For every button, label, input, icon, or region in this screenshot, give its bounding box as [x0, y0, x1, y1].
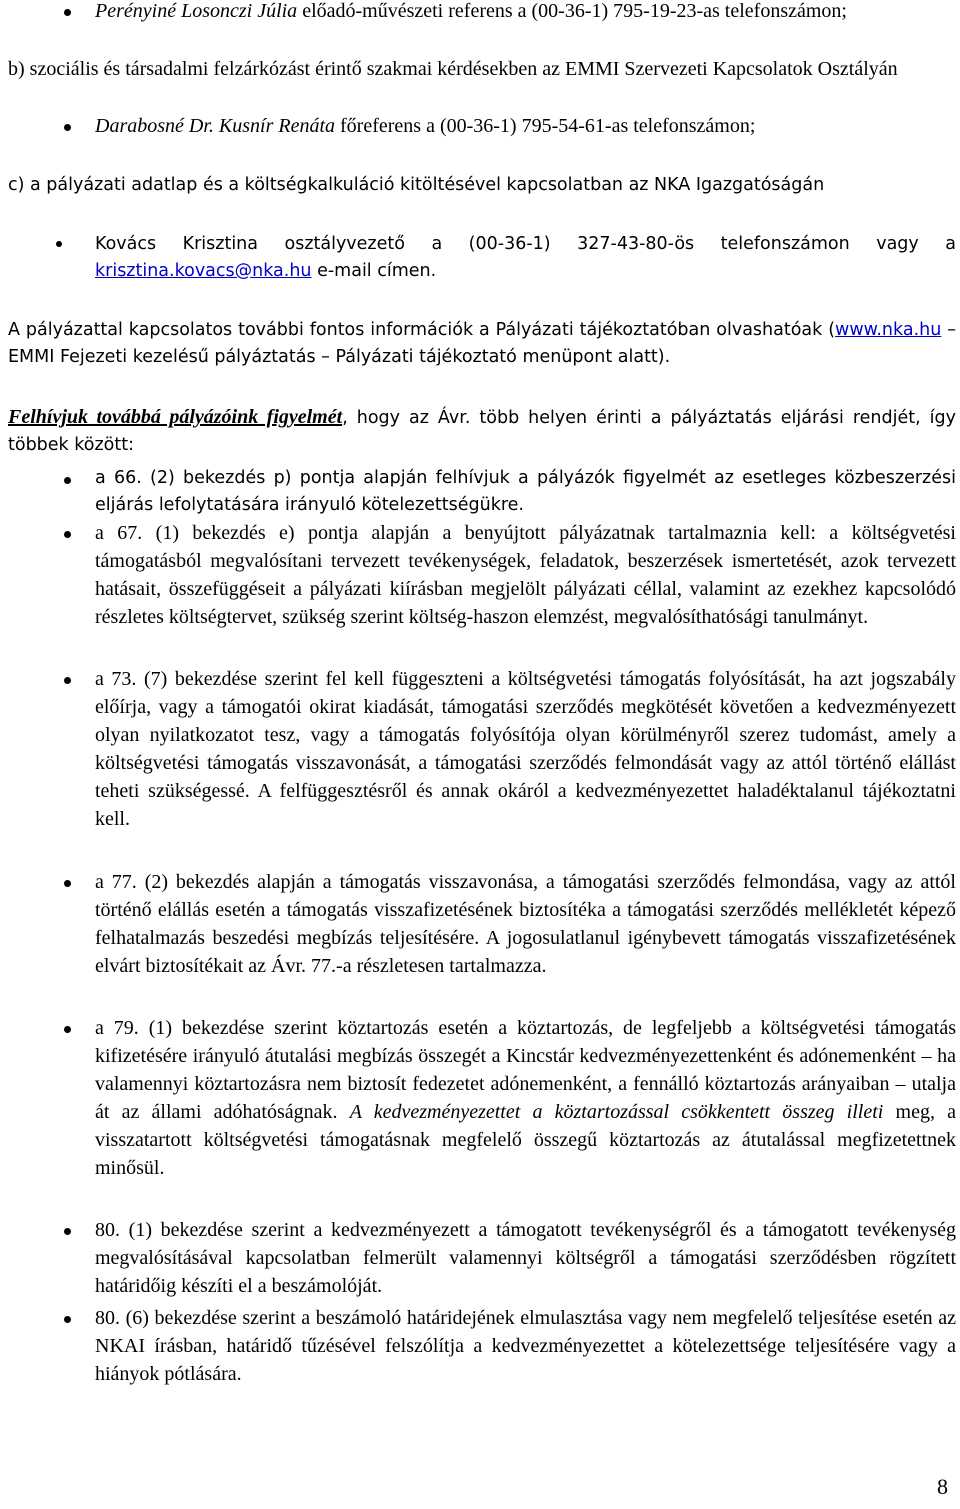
- website-link[interactable]: www.nka.hu: [835, 320, 942, 340]
- rule-text: a 66. (2) bekezdés p) pontja alapján felhívjuk a pályázók figyelmét az esetleges közbeszerzési eljárás lefolytatására irányuló kötelezettségükre.: [95, 468, 956, 515]
- rule-item-67: [95, 519, 956, 631]
- rule-italic-text: A kedvezményezettet a köztartozással csökkentett összeg illeti: [349, 1101, 884, 1123]
- bullet-icon: [64, 1026, 71, 1033]
- rule-item-79: [95, 1014, 956, 1182]
- page-number: 8: [937, 1474, 948, 1499]
- section-b-heading: [8, 55, 956, 83]
- info-text-tail: – EMMI Fejezeti kezelésű pályáztatás – Pályázati tájékoztató menüpont alatt).: [8, 320, 956, 367]
- rule-text: a 73. (7) bekezdése szerint fel kell függeszteni a költségvetési támogatás folyósítását, ha azt jogszabály előírja, vagy a támogatói okirat kiadását, támogatási szerződés megkötését követően a kedvezményezett olyan nyilatkozatot tesz, vagy a támogatás folyósítója olyan körülményről szerez tudomást, amely a költségvetési támogatás visszavonását, a támogatási szerződés felmondását vagy az attól történő elállást teheti szükségessé. A felfüggesztésről és annak okáról a kedvezményezettet haladéktalanul tájékoztatni kell.: [95, 668, 956, 830]
- section-b-text: b) szociális és társadalmi felzárkózást érintő szakmai kérdésekben az EMMI Szervezeti Kapcsolatok Osztályán: [8, 58, 898, 80]
- info-paragraph: [8, 317, 956, 371]
- email-suffix: e-mail címen.: [311, 261, 437, 281]
- bullet-icon: [64, 677, 71, 684]
- notice-emphasis: Felhívjuk továbbá pályázóink figyelmét: [8, 406, 343, 428]
- rule-text: a 79. (1) bekezdése szerint köztartozás esetén a köztartozás, de legfeljebb a költségvetési támogatás kifizetésére irányuló átutalási megbízás összegét a Kincstár kedvezményezettenként és adónemenként – ha valamennyi köztartozásra nem biztosít fedezetet adónemenként, a fennálló köztartozás arányaiban – utalja át az állami adóhatóságnak.: [95, 1017, 956, 1123]
- contact-name: Perényiné Losonczi Júlia: [95, 0, 298, 22]
- bullet-icon: [64, 124, 71, 131]
- rule-text-tail: meg, a visszatartott költségvetési támogatásnak megfelelő összegű köztartozás az átutalással megfizetettnek minősül.: [95, 1101, 956, 1179]
- section-c-heading: [8, 172, 956, 199]
- contact-item-perenyine: [95, 0, 956, 25]
- bullet-icon: [64, 1316, 71, 1323]
- bullet-icon: [64, 9, 71, 16]
- bullet-icon: [64, 880, 71, 887]
- bullet-icon: [64, 531, 71, 538]
- rule-item-73: [95, 665, 956, 833]
- notice-text: , hogy az Ávr. több helyen érinti a pályáztatás eljárási rendjét, így többek között:: [8, 408, 957, 455]
- bullet-icon: [64, 1228, 71, 1235]
- rule-text: a 67. (1) bekezdés e) pontja alapján a benyújtott pályázatnak tartalmaznia kell: a költségvetési támogatásból megvalósítani tervezett tevékenységek, feladatok, beszerzések ismertetését, azok tervezett hatásait, összefüggéseit a pályázati kiírásban megjelölt pályázati céllal, valamint az ezekhez kapcsolódó részletes költségtervet, szükség szerint költség-haszon elemzést, megvalósíthatósági tanulmányt.: [95, 522, 956, 628]
- contact-phone-text: Kovács Krisztina osztályvezető a (00-36-1) 327-43-80-ös telefonszámon vagy a: [95, 234, 956, 254]
- notice-paragraph: [8, 403, 956, 459]
- rule-item-66: [95, 465, 956, 519]
- rule-item-77: [95, 868, 956, 980]
- rule-text: 80. (1) bekezdése szerint a kedvezményezett a támogatott tevékenységről és a támogatott tevékenység megvalósításával kapcsolatban felmerült valamennyi költségről a támogatási szerződésben rögzített határidőig készíti el a beszámolóját.: [95, 1219, 956, 1297]
- contact-phone-text: főreferens a (00-36-1) 795-54-61-as telefonszámon;: [335, 115, 756, 137]
- contact-name: Darabosné Dr. Kusnír Renáta: [95, 115, 336, 137]
- section-c-text: c) a pályázati adatlap és a költségkalkuláció kitöltésével kapcsolatban az NKA Igazgatóságán: [8, 175, 825, 195]
- contact-item-kovacs: [95, 231, 956, 285]
- contact-phone-text: előadó-művészeti referens a (00-36-1) 795-19-23-as telefonszámon;: [297, 0, 847, 22]
- bullet-icon: [64, 477, 71, 484]
- contact-item-darabosne: [95, 112, 956, 140]
- info-text: A pályázattal kapcsolatos további fontos információk a Pályázati tájékoztatóban olvashatóak (: [8, 320, 836, 340]
- rule-item-80-6: [95, 1304, 956, 1388]
- bullet-icon: [56, 241, 62, 247]
- rule-text: 80. (6) bekezdése szerint a beszámoló határidejének elmulasztása vagy nem megfelelő teljesítése esetén az NKAI írásban, határidő tűzésével felszólítja a kedvezményezettet a kötelezettsége teljesítésére vagy a hiányok pótlására.: [95, 1307, 956, 1385]
- email-link[interactable]: krisztina.kovacs@nka.hu: [95, 261, 312, 281]
- rule-text: a 77. (2) bekezdés alapján a támogatás visszavonása, a támogatási szerződés felmondása, vagy az attól történő elállás esetén a támogatás visszafizetésének biztosítéka a támogatási szerződés mellékletét képező felhatalmazás beszedési megbízás teljesítésére. A jogosulatlanul igénybevett támogatás visszafizetésének elvárt biztosítékait az Ávr. 77.-a részletesen tartalmazza.: [95, 871, 956, 977]
- rule-item-80-1: [95, 1216, 956, 1300]
